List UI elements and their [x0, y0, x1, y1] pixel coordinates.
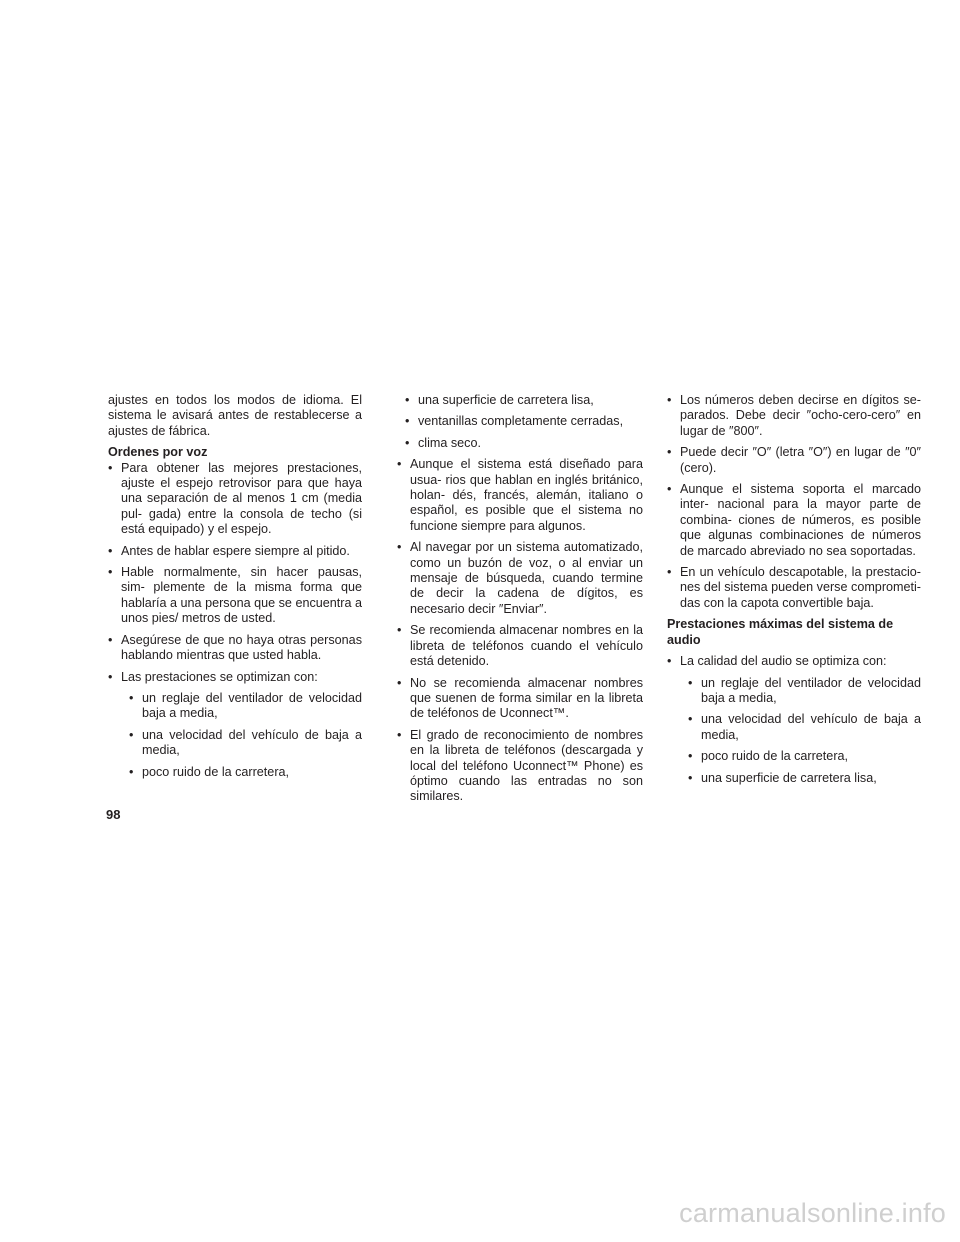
bullet-list [397, 457, 643, 805]
sub-list-item: • una superficie de carretera lisa, [384, 393, 643, 408]
section-heading-audio: Prestaciones máximas del sistema de audio [667, 617, 894, 647]
list-item: • Los números deben decirse en dígitos se- parados. Debe decir ″ocho-cero-cero″ en lugar de ″800″. [667, 393, 921, 439]
list-item: • La calidad del audio se optimiza con: [667, 654, 921, 669]
sub-list-item: • un reglaje del ventilador de velocidad baja a media, [667, 676, 921, 707]
sub-bullet-list [108, 691, 362, 780]
section-heading-voice-commands: Ordenes por voz [108, 445, 208, 460]
list-item: • En un vehículo descapotable, la prestacio- nes del sistema pueden verse comprometi- das con la capota convertible baja. [667, 565, 921, 611]
sub-list-item: • una velocidad del vehículo de baja a media, [667, 712, 921, 743]
list-item: • Se recomienda almacenar nombres en la libreta de teléfonos cuando el vehículo está detenido. [397, 623, 643, 669]
list-item: • Aunque el sistema soporta el marcado inter- nacional para la mayor parte de combina- ciones de números, es posible que algunas combinaciones de números de marcado abreviado no sea soportadas. [667, 482, 921, 559]
sub-bullet-list [384, 393, 643, 451]
list-item: • Para obtener las mejores prestaciones, ajuste el espejo retrovisor para que haya una separación de al menos 1 cm (media pul- gada) entre la consola de techo (si está equipado) y el espejo. [108, 461, 362, 538]
list-item: • Al navegar por un sistema automatizado, como un buzón de voz, o al enviar un mensaje de búsqueda, cuando termine de decir la cadena de dígitos, es necesario decir ″Enviar″. [397, 540, 643, 617]
list-item: • El grado de reconocimiento de nombres en la libreta de teléfonos (descargada y local del teléfono Uconnect™ Phone) es óptimo cuando las entradas no son similares. [397, 728, 643, 805]
sub-list-item: • poco ruido de la carretera, [108, 765, 362, 780]
sub-list-item: • una superficie de carretera lisa, [667, 771, 921, 786]
intro-paragraph: ajustes en todos los modos de idioma. El sistema le avisará antes de restablecerse a ajustes de fábrica. [108, 393, 362, 438]
sub-list-item: • una velocidad del vehículo de baja a media, [108, 728, 362, 759]
bullet-list [667, 654, 921, 669]
list-item: • Hable normalmente, sin hacer pausas, sim- plemente de la misma forma que hablaría a una persona que se encuentra a unos pies/ metros de usted. [108, 565, 362, 627]
watermark: carmanualsonline.info [679, 1198, 946, 1228]
sub-list-item: • poco ruido de la carretera, [667, 749, 921, 764]
bullet-list [108, 461, 362, 685]
list-item: • Asegúrese de que no haya otras personas hablando mientras que usted habla. [108, 633, 362, 664]
column-3 [667, 393, 921, 792]
list-item: • Antes de hablar espere siempre al pitido. [108, 544, 362, 559]
list-item: • No se recomienda almacenar nombres que suenen de forma similar en la libreta de teléfonos de Uconnect™. [397, 676, 643, 722]
list-item: • Puede decir ″O″ (letra ″O″) en lugar de ″0″ (cero). [667, 445, 921, 476]
column-2 [397, 393, 643, 811]
sub-list-item: • un reglaje del ventilador de velocidad baja a media, [108, 691, 362, 722]
bullet-list [667, 393, 921, 611]
sub-list-item: • ventanillas completamente cerradas, [384, 414, 643, 429]
sub-bullet-list [667, 676, 921, 786]
list-item: • Aunque el sistema está diseñado para usua- rios que hablan en inglés británico, holan- dés, francés, alemán, italiano o español, es posible que el sistema no funcione siempre para algunos. [397, 457, 643, 534]
page-number: 98 [106, 807, 121, 822]
list-item: • Las prestaciones se optimizan con: [108, 670, 362, 685]
sub-list-item: • clima seco. [384, 436, 643, 451]
column-1 [108, 393, 362, 786]
